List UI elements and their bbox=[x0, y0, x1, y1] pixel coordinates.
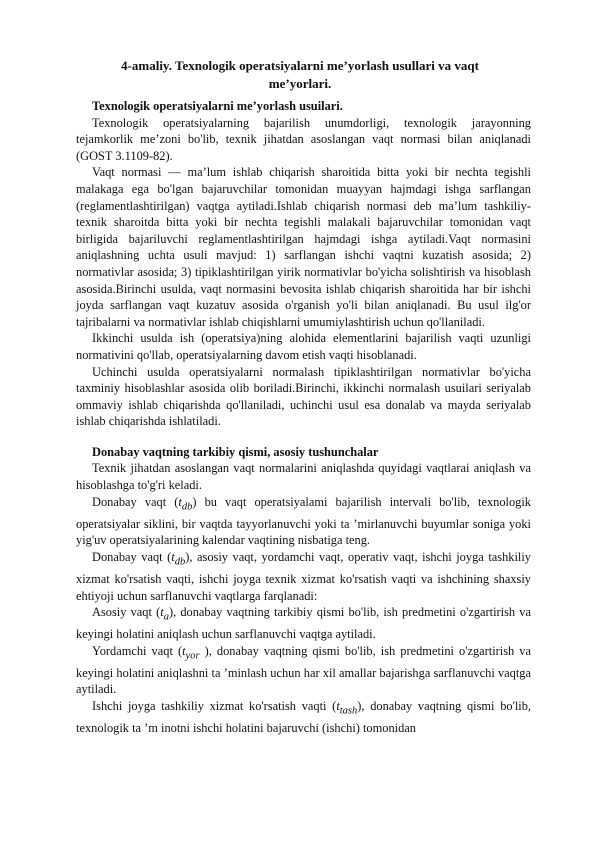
formula-symbol: t bbox=[336, 699, 340, 714]
section-spacer bbox=[76, 430, 531, 444]
formula-subscript: db bbox=[174, 556, 186, 568]
paragraph-text: ), donabay vaqtning qismi bo'lib, texnologik ta ’m inotni ishchi holatini bajaruvchi (ishchi) tomonidan bbox=[76, 699, 531, 736]
formula-symbol: t bbox=[178, 494, 182, 509]
paragraph bbox=[76, 698, 531, 737]
paragraph: Ikkinchi usulda ish (operatsiya)ning alohida elementlarini bajarilish vaqti uzunligi normativini qo'llab, operatsiyalarning davom etish vaqti hisoblanadi. bbox=[76, 331, 531, 362]
paragraph bbox=[76, 549, 531, 604]
paragraph: Vaqt normasi — ma’lum ishlab chiqarish sharoitida bitta yoki bir nechta tegishli malakaga ega bo'lgan bajaruvchilar tomonidan muayyan hajmdagi ishga sarflangan (reglamentlashtirilgan) vaqtga aytiladi.Ishlab chiqarish normasi deb ma’lum tashkiliy-texnik sharoitda bitta yoki bir nechta tegishli malakali bajaruvchilar tomonidan vaqt birligida bajariluvchi reglamentlashtirilgan hajmdagi ishga aytiladi.Vaqt normasini aniqlashning uchta usuli mavjud: 1) sarflangan ishchi vaqtni kuzatish asosida; 2) normativlar asosida; 3) tipiklashtirilgan yirik normativlar bo'yicha solishtirish va hisoblash asosida.Birinchi usulda, vaqt normasini bevosita ishlab chiqarish sharoitida har bir ishchi joyda sarflangan vaqt kuzatuv asosida o'rganish yo'li bilan aniqlanadi. Bu usul ilg'or tajribalarni va normativlar ishlab chiqishlarni umumiylashtirish uchun qo'llaniladi. bbox=[76, 165, 531, 329]
paragraph: Texnologik operatsiyalarning bajarilish unumdorligi, texnologik jarayonning tejamkorlik me’zoni bo'lib, texnik jihatdan asoslangan vaqt normasi bilan aniqlanadi (GOST 3.1109-82). bbox=[76, 115, 531, 163]
page-title: 4-amaliy. Texnologik operatsiyalarni me’yorlash usullari va vaqt me’yorlari. bbox=[121, 58, 479, 91]
formula-subscript: db bbox=[181, 501, 193, 513]
paragraph bbox=[76, 494, 531, 549]
formula-subscript: a bbox=[163, 611, 169, 623]
section-heading: Texnologik operatsiyalarni me’yorlash usuilari. bbox=[92, 99, 343, 113]
paragraph bbox=[76, 643, 531, 698]
paragraph: Uchinchi usulda operatsiyalarni normalash tipiklashtirilgan normativlar bo'yicha taxminiy hisoblashlar asosida olib boriladi.Birinchi, ikkinchi normalash usuilari seriyalab ommaviy ishlab chiqarishda qo'llaniladi, uchinchi usul esa donalab va mayda seriyalab ishlab chiqarishda ishlatiladi. bbox=[76, 364, 531, 429]
formula-subscript: tash bbox=[339, 705, 358, 717]
paragraph-text: ) bu vaqt operatsiyalami bajarilish intervali bo'lib, texnologik operatsiyalar siklini, bir vaqtda tayyorlanuvchi yoki ta ’mirlanuvchi buyumlar soniga yoki yig'uv operatsiyalarining kalendar vaqtining nisbatiga teng. bbox=[76, 494, 531, 548]
paragraph-text: ), donabay vaqtning tarkibiy qismi bo'lib, ish predmetini o'zgartirish va keyingi holatini aniqlash uchun sarflanuvchi vaqtga aytiladi. bbox=[76, 605, 531, 642]
paragraph-text: ), donabay vaqtning qismi bo'lib, ish predmetini o'zgartirish va keyingi holatini aniqlashni ta ’minlash uchun har xil amallar bajarishga sarflanuvchi vaqtga aytiladi. bbox=[76, 643, 531, 697]
section-heading: Donabay vaqtning tarkibiy qismi, asosiy tushunchalar bbox=[92, 444, 379, 459]
paragraph-text: Donabay vaqt ( bbox=[92, 494, 179, 509]
formula-subscript: yor bbox=[185, 650, 200, 662]
paragraph: Texnik jihatdan asoslangan vaqt normalarini aniqlashda quyidagi vaqtlarai aniqlash va hisoblashga to'g'ri keladi. bbox=[76, 461, 531, 493]
paragraph-text: Yordamchi vaqt ( bbox=[92, 643, 183, 658]
paragraph-text: ), asosiy vaqt, yordamchi vaqt, operativ vaqt, ishchi joyga tashkiliy xizmat ko'rsatish vaqti, ishchi joyga texnik xizmat ko'rsatish vaqti va ishchining shaxsiy ehtiyoji uchun sarflanuvchi vaqtlarga farqlanadi: bbox=[76, 549, 531, 603]
formula-symbol: t bbox=[182, 643, 186, 658]
paragraph-text: Asosiy vaqt ( bbox=[92, 605, 161, 620]
formula-symbol: t bbox=[171, 549, 175, 564]
formula-symbol: t bbox=[160, 605, 164, 620]
paragraph-text: Ishchi joyga tashkiliy xizmat ko'rsatish vaqti ( bbox=[92, 699, 337, 714]
document-body bbox=[76, 98, 531, 737]
paragraph-text: Donabay vaqt ( bbox=[92, 549, 172, 564]
paragraph bbox=[76, 604, 531, 643]
